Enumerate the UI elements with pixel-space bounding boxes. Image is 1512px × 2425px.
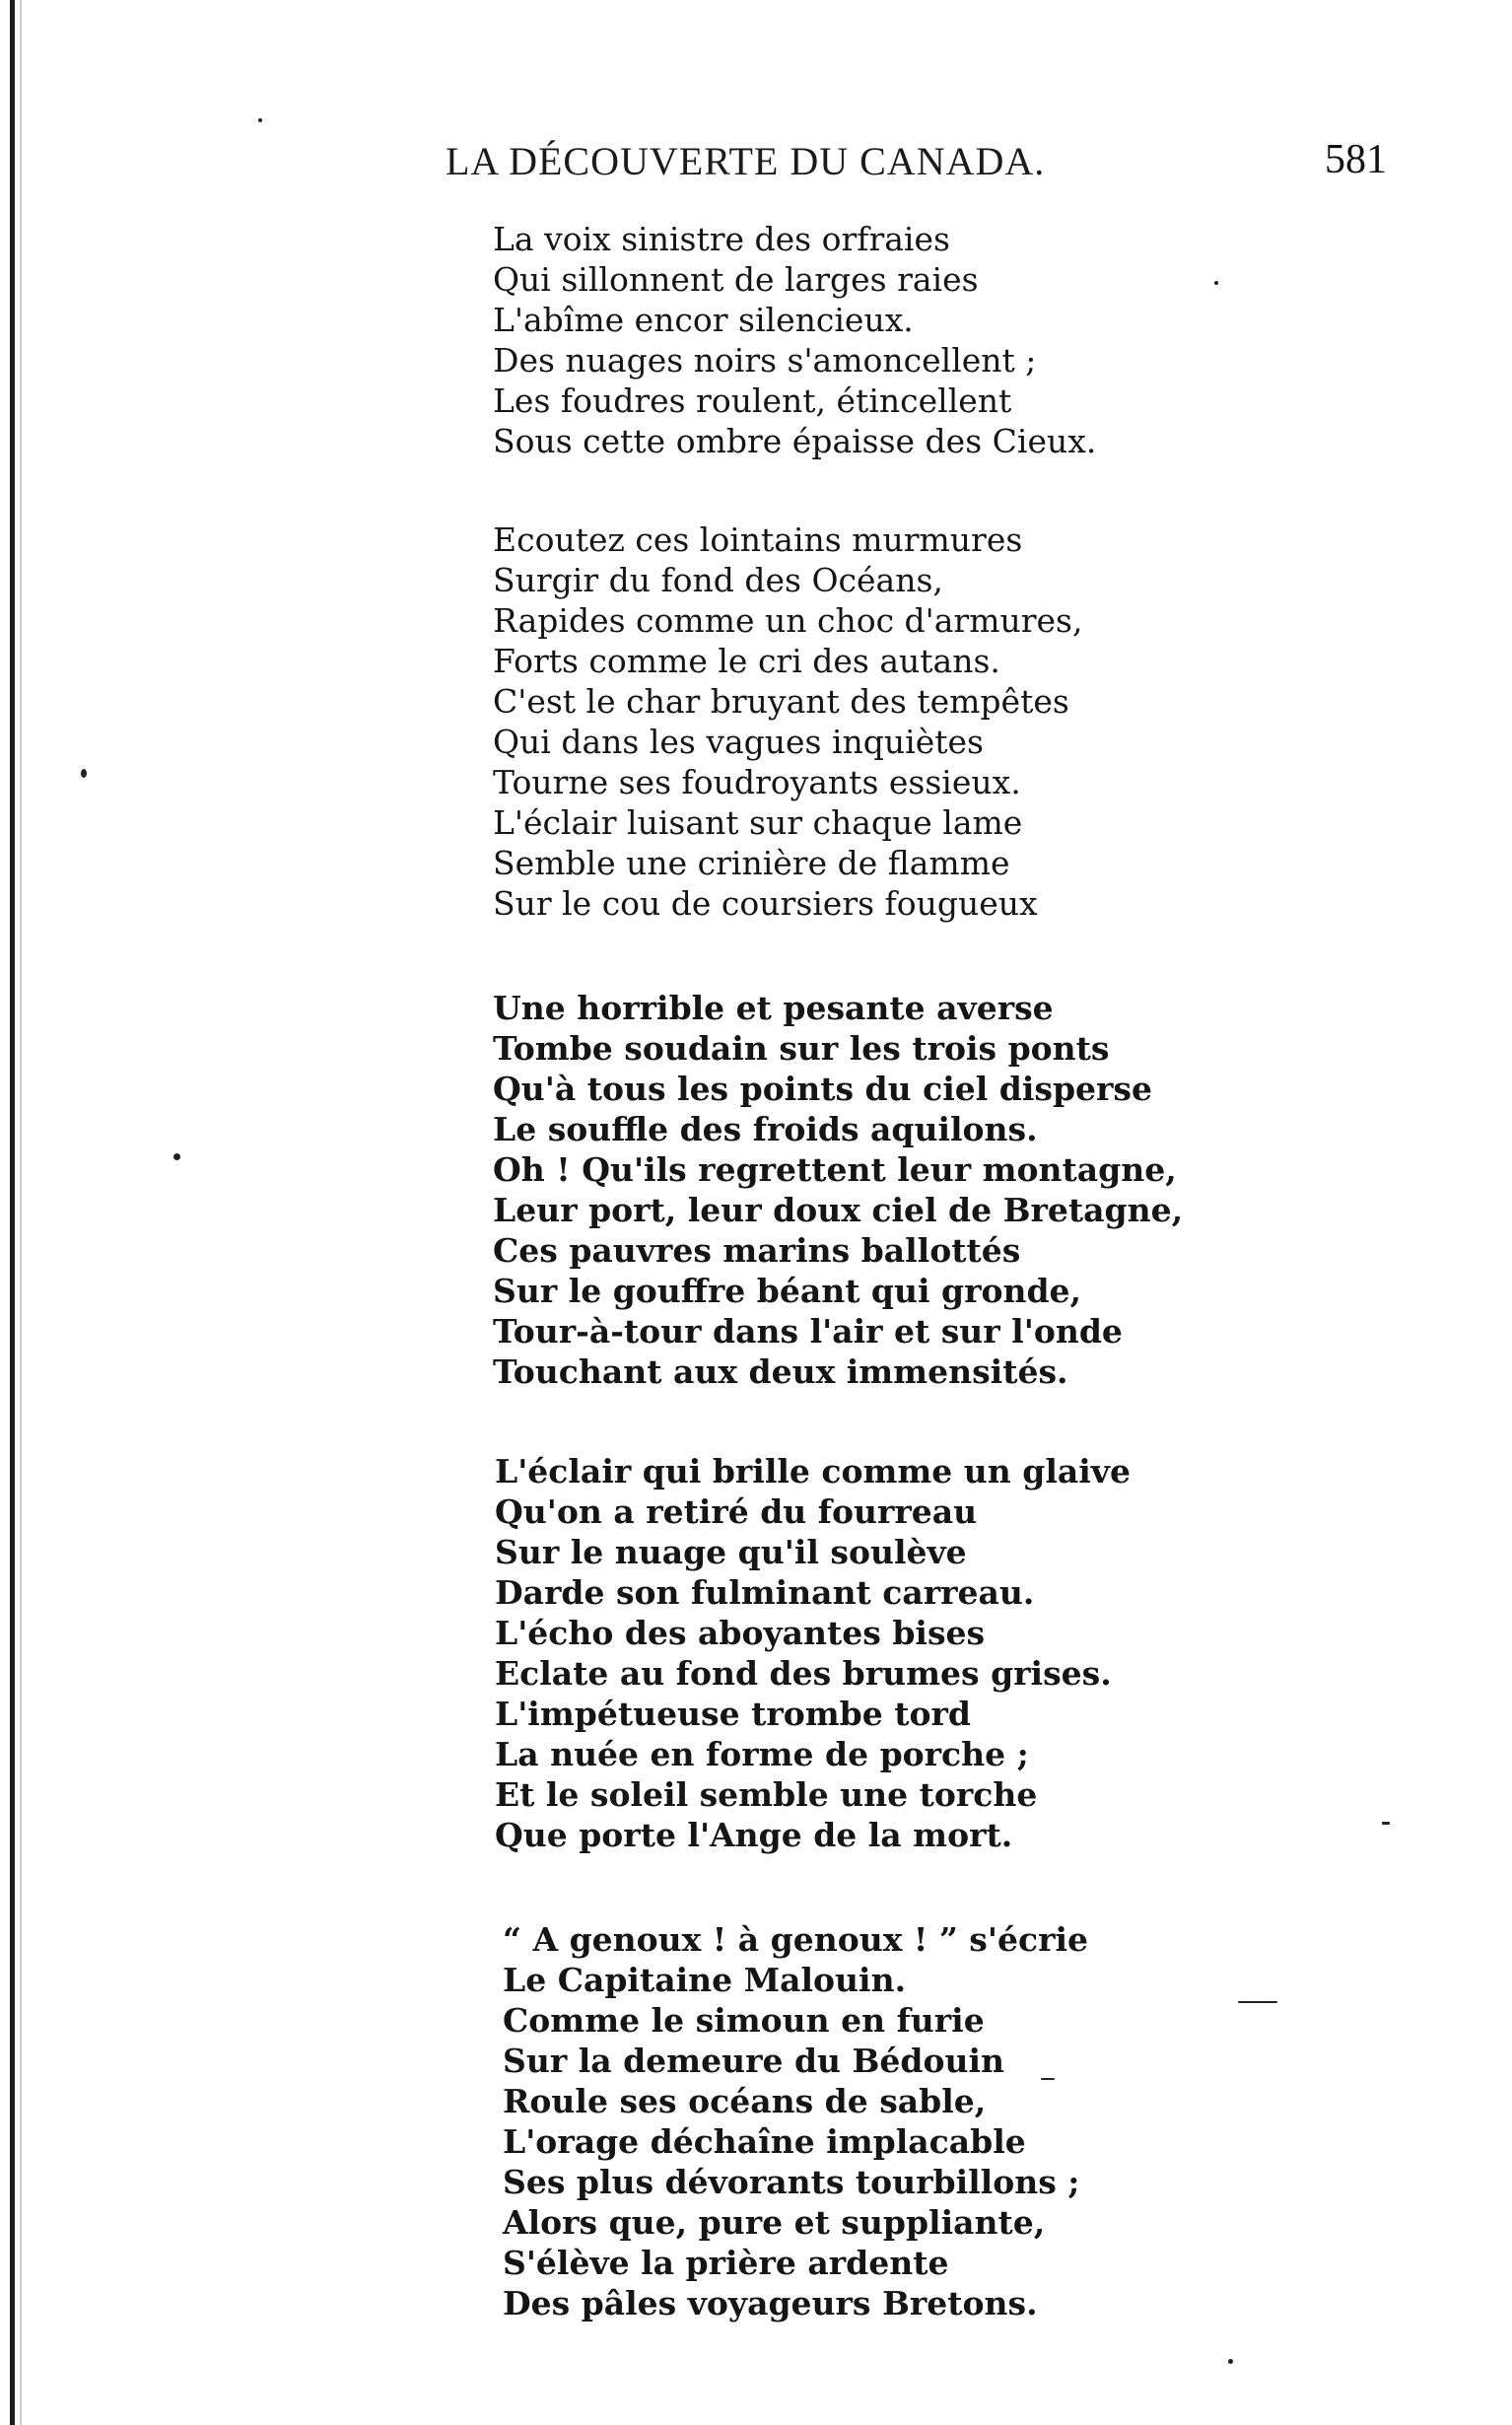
scan-speck — [258, 118, 262, 122]
poem-line: L'orage déchaîne implacable — [503, 2122, 1026, 2161]
poem-line: Qui dans les vagues inquiètes — [493, 723, 984, 761]
scan-speck — [1214, 281, 1218, 285]
poem-line: Sous cette ombre épaisse des Cieux. — [493, 422, 1097, 460]
poem-line: Forts comme le cri des autans. — [493, 642, 1000, 680]
scan-speck — [1382, 1822, 1390, 1825]
poem-line: Ses plus dévorants tourbillons ; — [503, 2163, 1080, 2201]
scan-speck — [1238, 2001, 1277, 2003]
poem-line: L'impétueuse trombe tord — [495, 1695, 971, 1733]
poem-line: Ces pauvres marins ballottés — [493, 1231, 1021, 1270]
poem-line: La nuée en forme de porche ; — [495, 1735, 1029, 1773]
poem-line: C'est le char bruyant des tempêtes — [493, 682, 1069, 721]
poem-line: Leur port, leur doux ciel de Bretagne, — [493, 1191, 1184, 1229]
stanza-3 — [493, 988, 1183, 1392]
poem-line: Touchant aux deux immensités. — [493, 1352, 1068, 1391]
poem-line: Sur la demeure du Bédouin — [503, 2042, 1005, 2080]
poem-line: L'écho des aboyantes bises — [495, 1614, 986, 1652]
poem-line: S'élève la prière ardente — [503, 2244, 949, 2282]
poem-line: Des nuages noirs s'amoncellent ; — [493, 341, 1037, 380]
poem-line: Les foudres roulent, étincellent — [493, 381, 1012, 420]
poem-line: La voix sinistre des orfraies — [493, 220, 950, 258]
poem-line: Qu'on a retiré du fourreau — [495, 1492, 978, 1531]
binding-shadow-line — [20, 0, 22, 2425]
poem-line: “ A genoux ! à genoux ! ” s'écrie — [503, 1920, 1088, 1959]
poem-line: Que porte l'Ange de la mort. — [495, 1816, 1013, 1854]
stanza-4 — [495, 1451, 1131, 1855]
stanza-1 — [493, 219, 1096, 461]
poem-line: Roule ses océans de sable, — [503, 2082, 987, 2120]
poem-line: Une horrible et pesante averse — [493, 989, 1054, 1027]
poem-line: L'abîme encor silencieux. — [493, 301, 914, 339]
poem-line: Le Capitaine Malouin. — [503, 1961, 907, 1999]
poem-line: L'éclair qui brille comme un glaive — [495, 1452, 1131, 1490]
poem-line: Le souffle des froids aquilons. — [493, 1110, 1038, 1148]
poem-line: L'éclair luisant sur chaque lame — [493, 803, 1023, 842]
poem-line: Ecoutez ces lointains murmures — [493, 520, 1023, 559]
stanza-2 — [493, 520, 1082, 924]
scan-speck — [81, 769, 87, 778]
poem-line: Et le soleil semble une torche — [495, 1775, 1038, 1814]
poem-line: Alors que, pure et suppliante, — [503, 2203, 1046, 2242]
poem-line: Comme le simoun en furie — [503, 2001, 985, 2040]
poem-line: Semble une crinière de flamme — [493, 844, 1010, 882]
stanza-5 — [503, 1919, 1088, 2323]
poem-line: Darde son fulminant carreau. — [495, 1573, 1035, 1612]
poem-line: Tombe soudain sur les trois ponts — [493, 1029, 1110, 1068]
poem-line: Sur le cou de coursiers fougueux — [493, 884, 1038, 923]
scan-speck — [1228, 2359, 1233, 2364]
poem-line: Oh ! Qu'ils regrettent leur montagne, — [493, 1150, 1177, 1189]
poem-line: Qu'à tous les points du ciel disperse — [493, 1070, 1152, 1108]
poem-line: Rapides comme un choc d'armures, — [493, 601, 1083, 640]
poem-line: Tourne ses foudroyants essieux. — [493, 763, 1021, 801]
page-number: 581 — [1325, 137, 1387, 182]
poem-line: Des pâles voyageurs Bretons. — [503, 2284, 1038, 2322]
poem-line: Qui sillonnent de larges raies — [493, 260, 979, 299]
poem-line: Eclate au fond des brumes grises. — [495, 1654, 1112, 1693]
poem-line: Sur le gouffre béant qui gronde, — [493, 1272, 1082, 1310]
poem-line: Sur le nuage qu'il soulève — [495, 1533, 967, 1571]
poem-line: Surgir du fond des Océans, — [493, 561, 943, 599]
binding-edge-line — [10, 0, 15, 2425]
scan-speck — [173, 1153, 180, 1160]
poem-line: Tour-à-tour dans l'air et sur l'onde — [493, 1312, 1123, 1351]
running-header-title: LA DÉCOUVERTE DU CANADA. — [446, 139, 1046, 183]
